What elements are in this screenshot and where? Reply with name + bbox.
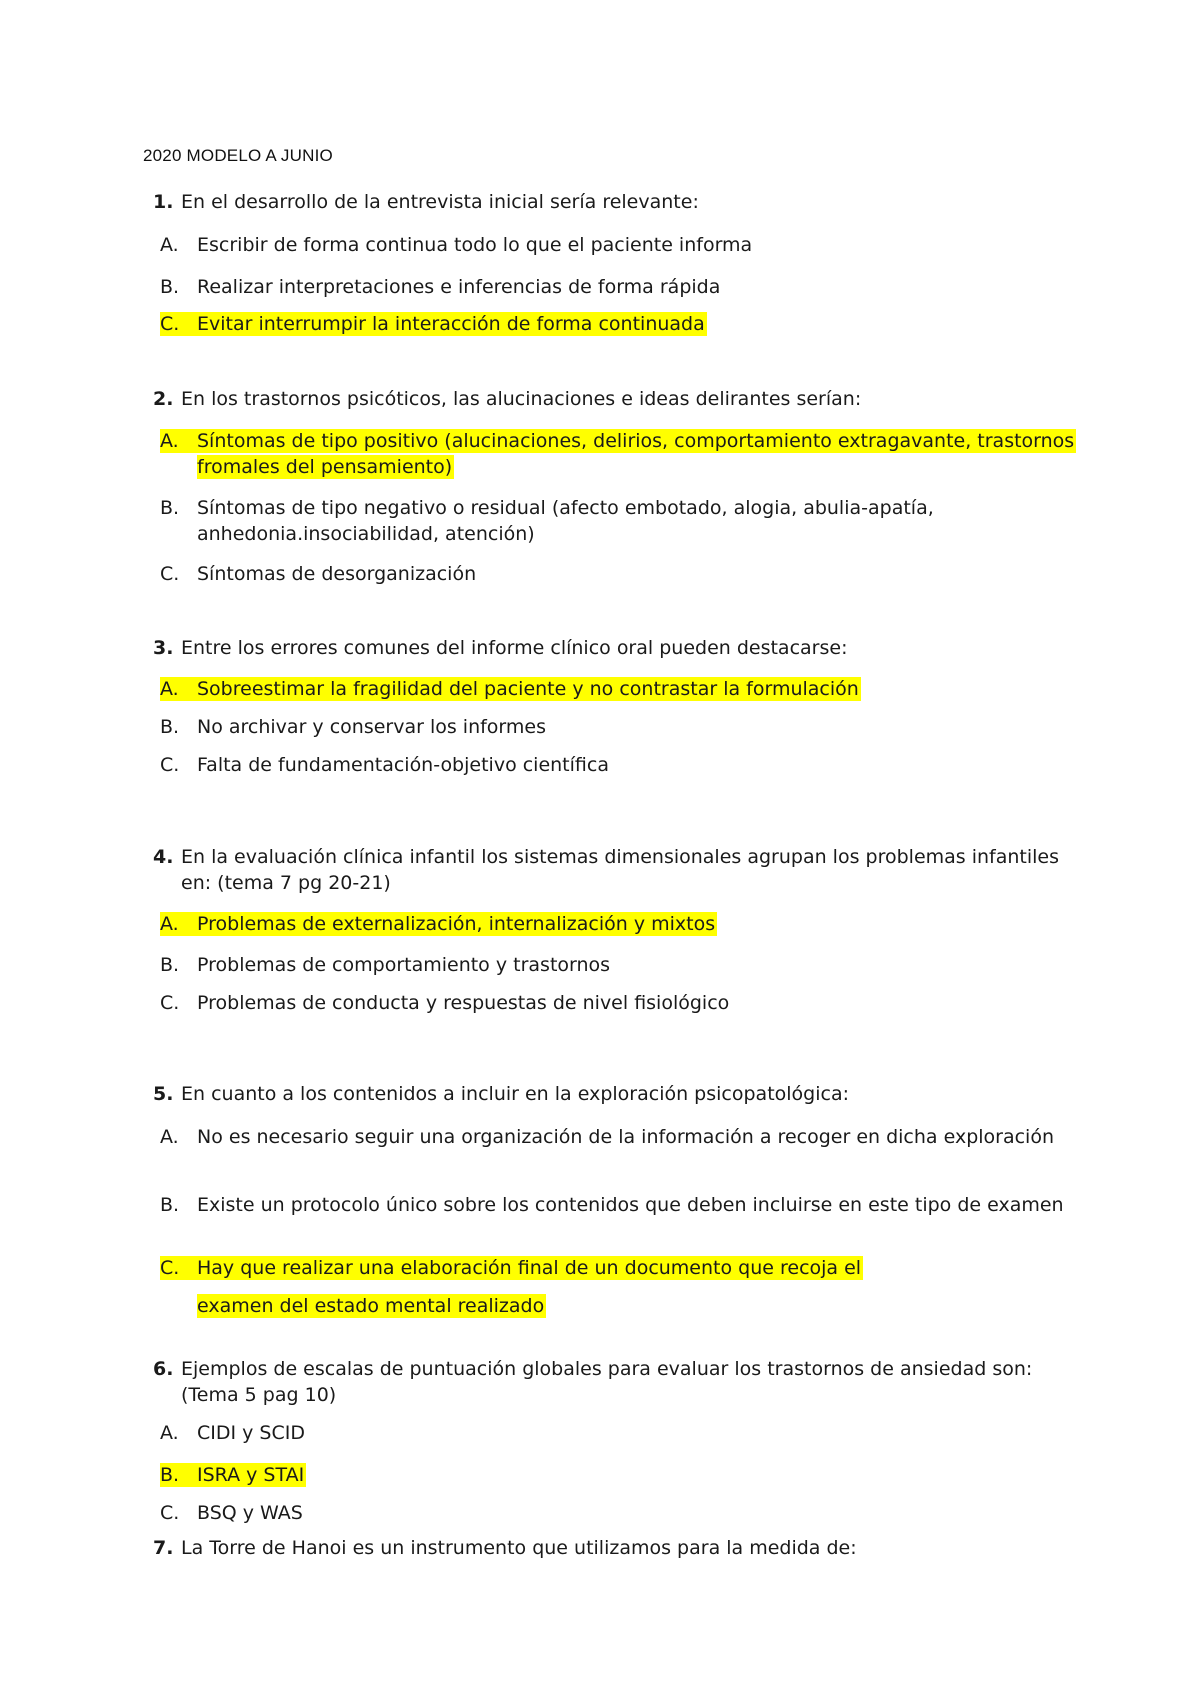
question-3-option-b xyxy=(160,714,1077,740)
option-letter: A. xyxy=(160,1126,179,1148)
question-text: En cuanto a los contenidos a incluir en la exploración psicopatológica: xyxy=(181,1083,849,1105)
question-1-option-b xyxy=(160,274,1077,300)
option-text: Evitar interrumpir la interacción de forma continuada xyxy=(197,313,705,335)
question-number: 3. xyxy=(153,637,174,659)
option-text: BSQ y WAS xyxy=(197,1502,303,1524)
option-text: Sobreestimar la fragilidad del paciente y no contrastar la formulación xyxy=(197,678,859,700)
option-letter: B. xyxy=(160,276,180,298)
question-text: En los trastornos psicóticos, las alucinaciones e ideas delirantes serían: xyxy=(181,388,862,410)
highlighted-answer xyxy=(160,429,1076,479)
option-text: ISRA y STAI xyxy=(197,1464,305,1486)
option-letter: C. xyxy=(160,1502,180,1524)
highlighted-answer xyxy=(160,1256,863,1280)
option-text: Síntomas de tipo negativo o residual (afecto embotado, alogia, abulia-apatía, anhedonia.insociabilidad, atención) xyxy=(197,497,934,545)
question-number: 5. xyxy=(153,1083,174,1105)
question-1-option-c xyxy=(160,311,1077,337)
option-text: No es necesario seguir una organización de la información a recoger en dicha exploración xyxy=(197,1126,1055,1148)
option-letter: B. xyxy=(160,1194,180,1216)
option-letter: C. xyxy=(160,754,180,776)
option-text: Síntomas de tipo positivo (alucinaciones, delirios, comportamiento extragavante, trastornos fromales del pensamiento) xyxy=(197,430,1075,478)
question-text: En la evaluación clínica infantil los sistemas dimensionales agrupan los problemas infantiles en: (tema 7 pg 20-21) xyxy=(181,846,1060,894)
question-6-option-b xyxy=(160,1462,1077,1488)
option-text: Problemas de comportamiento y trastornos xyxy=(197,954,611,976)
highlighted-answer xyxy=(160,677,861,701)
option-letter: B. xyxy=(160,954,180,976)
question-5-option-c-continuation xyxy=(160,1293,1077,1319)
option-text: CIDI y SCID xyxy=(197,1422,305,1444)
option-letter: A. xyxy=(160,913,179,935)
option-letter: C. xyxy=(160,992,180,1014)
option-text: No archivar y conservar los informes xyxy=(197,716,547,738)
question-2-option-b xyxy=(160,495,1077,547)
question-6-stem xyxy=(153,1356,1061,1408)
question-text: Entre los errores comunes del informe clínico oral pueden destacarse: xyxy=(181,637,848,659)
question-text: En el desarrollo de la entrevista inicial sería relevante: xyxy=(181,191,699,213)
question-6-option-a xyxy=(160,1420,1077,1446)
option-letter: A. xyxy=(160,1422,179,1444)
option-letter: B. xyxy=(160,497,180,519)
option-letter: B. xyxy=(160,1464,180,1486)
question-2-stem xyxy=(153,386,1061,412)
question-3-option-c xyxy=(160,752,1077,778)
question-5-stem xyxy=(153,1081,1061,1107)
question-4-option-a xyxy=(160,911,1077,937)
highlighted-answer xyxy=(160,312,707,336)
option-letter: C. xyxy=(160,1257,180,1279)
question-3-option-a xyxy=(160,676,1077,702)
question-number: 7. xyxy=(153,1537,174,1559)
question-6-option-c xyxy=(160,1500,1077,1526)
question-4-option-b xyxy=(160,952,1077,978)
question-number: 2. xyxy=(153,388,174,410)
question-1-option-a xyxy=(160,232,1077,258)
question-text: Ejemplos de escalas de puntuación globales para evaluar los trastornos de ansiedad son: (Tema 5 pag 10) xyxy=(181,1358,1033,1406)
option-letter: A. xyxy=(160,678,179,700)
question-text: La Torre de Hanoi es un instrumento que utilizamos para la medida de: xyxy=(181,1537,857,1559)
question-number: 6. xyxy=(153,1358,174,1380)
question-number: 4. xyxy=(153,846,174,868)
option-text: Escribir de forma continua todo lo que el paciente informa xyxy=(197,234,753,256)
option-text: Falta de fundamentación-objetivo científica xyxy=(197,754,609,776)
question-4-option-c xyxy=(160,990,1077,1016)
question-number: 1. xyxy=(153,191,174,213)
option-text: Existe un protocolo único sobre los contenidos que deben incluirse en este tipo de examen xyxy=(197,1194,1064,1216)
option-letter: A. xyxy=(160,234,179,256)
option-text-continued: examen del estado mental realizado xyxy=(197,1295,545,1317)
question-7-stem xyxy=(153,1535,1061,1561)
option-letter: C. xyxy=(160,313,180,335)
question-5-option-a xyxy=(160,1124,1077,1150)
option-letter: B. xyxy=(160,716,180,738)
question-3-stem xyxy=(153,635,1061,661)
question-1-stem xyxy=(153,189,1061,215)
option-text: Síntomas de desorganización xyxy=(197,563,477,585)
highlighted-answer xyxy=(160,1463,306,1487)
question-2-option-c xyxy=(160,561,1077,587)
question-5-option-c xyxy=(160,1255,1077,1281)
option-text: Problemas de externalización, internalización y mixtos xyxy=(197,913,716,935)
question-4-stem xyxy=(153,844,1061,896)
document-title: 2020 MODELO A JUNIO xyxy=(143,146,333,165)
option-letter: C. xyxy=(160,563,180,585)
option-text: Problemas de conducta y respuestas de nivel fisiológico xyxy=(197,992,730,1014)
question-5-option-b xyxy=(160,1192,1077,1218)
question-2-option-a xyxy=(160,428,1077,480)
option-text: Hay que realizar una elaboración final de un documento que recoja el xyxy=(197,1257,862,1279)
option-letter: A. xyxy=(160,430,179,452)
highlighted-answer xyxy=(160,912,717,936)
option-text: Realizar interpretaciones e inferencias de forma rápida xyxy=(197,276,721,298)
